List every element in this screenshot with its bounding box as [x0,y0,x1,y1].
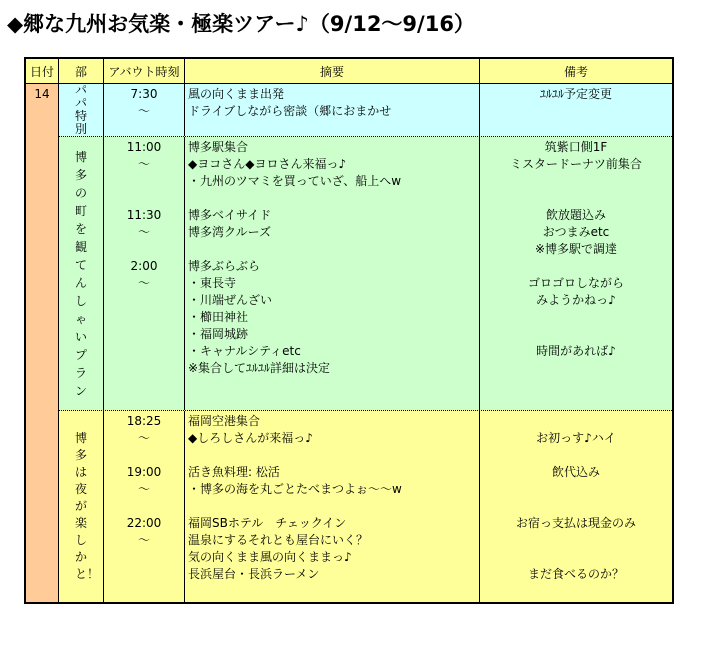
text-line [480,481,672,498]
text-line: ～ [137,533,150,547]
text-line [104,173,184,190]
text-line: 2:00 [130,259,158,273]
text-line [480,103,672,120]
text-line: ～ [137,276,150,290]
text-line [480,258,672,275]
text-line [104,377,184,394]
header-remarks: 備考 [480,59,672,83]
text-line: 博多駅集合 [188,140,249,154]
text-line [480,326,672,343]
sections-container [59,84,672,602]
summary-cell-1 [185,84,480,136]
text-line [104,190,184,207]
text-line [104,498,184,515]
text-line [104,120,184,137]
text-line: 福岡空港集合 [188,414,261,428]
text-line: 7:30 [130,87,158,101]
text-line [188,394,479,411]
text-line: おつまみetc [542,225,610,239]
text-line [188,190,479,207]
text-line: 22:00 [126,516,162,530]
text-line: ◆ヨコさん◆ヨロさん来福っ♪ [188,157,347,171]
text-line: お宿っ支払は現金のみ [515,516,636,530]
remarks-cell-2 [480,137,672,410]
text-line: 福岡SBホテル チェックイン [188,516,347,530]
page-title: ◆郷な九州お気楽・極楽ツアー♪（9/12～9/16） [7,12,475,36]
text-line: ※集合してﾕﾙﾕﾙ詳細は決定 [188,361,331,375]
text-line: ミスタードーナツ前集合 [510,157,642,171]
section-papa-special [59,84,672,136]
text-line: 博多ベイサイド [188,208,272,222]
text-line [188,377,479,394]
text-line [480,377,672,394]
text-line [188,241,479,258]
text-line [480,309,672,326]
text-line [188,120,479,137]
part-label: 博多の町を観てんしゃいプラン [75,149,88,398]
text-line: ・博多の海を丸ごとたべまつよぉ～～w [188,482,402,496]
text-line: ～ [137,482,150,496]
text-line: 筑紫口側1F [544,140,608,154]
text-line: 風の向くまま出発 [188,87,285,101]
text-line: ・福岡城跡 [188,327,249,341]
text-line [480,447,672,464]
text-line: ﾕﾙﾕﾙ予定変更 [539,87,612,101]
text-line [104,566,184,583]
text-line: お初っす♪ハイ [536,431,616,445]
text-line: 温泉にするそれとも屋台にいく？ [188,533,369,547]
text-line [188,447,479,464]
text-line: 活き魚料理: 松活 [188,465,280,479]
text-line: ◆しろしさんが来福っ♪ [188,431,313,445]
text-line: ・川端ぜんざい [188,293,273,307]
text-line [480,173,672,190]
text-line [104,292,184,309]
text-line: ・九州のツマミを買っていざ、船上へw [188,174,402,188]
table-header-row [26,59,672,84]
text-line: 気の向くまま風の向くままっ♪ [188,550,352,564]
text-line [104,360,184,377]
remarks-cell-1 [480,84,672,136]
text-line [104,549,184,566]
part-cell-papa-special [59,84,104,136]
remarks-cell-3 [480,411,672,602]
text-line: 11:30 [126,208,162,222]
text-line [480,532,672,549]
text-line: 飲代込み [551,465,600,479]
text-line: ～ [137,157,150,171]
text-line: ドライブしながら密談（郷におまかせ [188,104,392,118]
part-label: パパ特別 [75,83,88,136]
text-line: 11:00 [126,140,162,154]
text-line [480,498,672,515]
text-line: 博多ぶらぶら [188,259,261,273]
text-line [104,447,184,464]
text-line [104,394,184,411]
text-line [104,326,184,343]
table-body [26,84,672,602]
header-part: 部 [59,59,104,83]
time-cell-1 [104,84,185,136]
text-line [104,309,184,326]
text-line: 19:00 [126,465,162,479]
text-line: ゴロゴロしながら [527,276,624,290]
section-hakata-town [59,136,672,410]
text-line: ～ [137,104,150,118]
summary-cell-3 [185,411,480,602]
text-line: 時間があれば♪ [536,344,616,358]
itinerary-table [24,57,674,604]
text-line: 18:25 [126,414,162,428]
text-line: ・キャナルシティetc [188,344,301,358]
text-line: 博多湾クルーズ [188,225,272,239]
time-cell-2 [104,137,185,410]
text-line [480,120,672,137]
text-line [480,360,672,377]
summary-cell-2 [185,137,480,410]
text-line [480,394,672,411]
text-line: 長浜屋台・長浜ラーメン [188,567,320,581]
text-line: ・東長寺 [188,276,237,290]
time-cell-3 [104,411,185,602]
text-line [104,241,184,258]
text-line [188,498,479,515]
text-line [104,343,184,360]
text-line: まだ食べるのか？ [527,567,624,581]
date-cell: 14 [26,84,59,602]
text-line [480,549,672,566]
text-line: ～ [137,431,150,445]
part-cell-hakata-town [59,137,104,410]
text-line [480,190,672,207]
part-label: 博多は夜が楽しかと！ [75,431,100,581]
section-hakata-night [59,410,672,602]
text-line: 飲放題込み [545,208,606,222]
text-line: みようかねっ♪ [536,293,616,307]
header-date: 日付 [26,59,59,83]
text-line [480,413,672,430]
text-line: ～ [137,225,150,239]
header-summary: 摘要 [185,59,480,83]
text-line: ※博多駅で調達 [534,242,618,256]
part-cell-hakata-night [59,411,104,602]
header-time: アバウト時刻 [104,59,185,83]
text-line: ・櫛田神社 [188,310,249,324]
